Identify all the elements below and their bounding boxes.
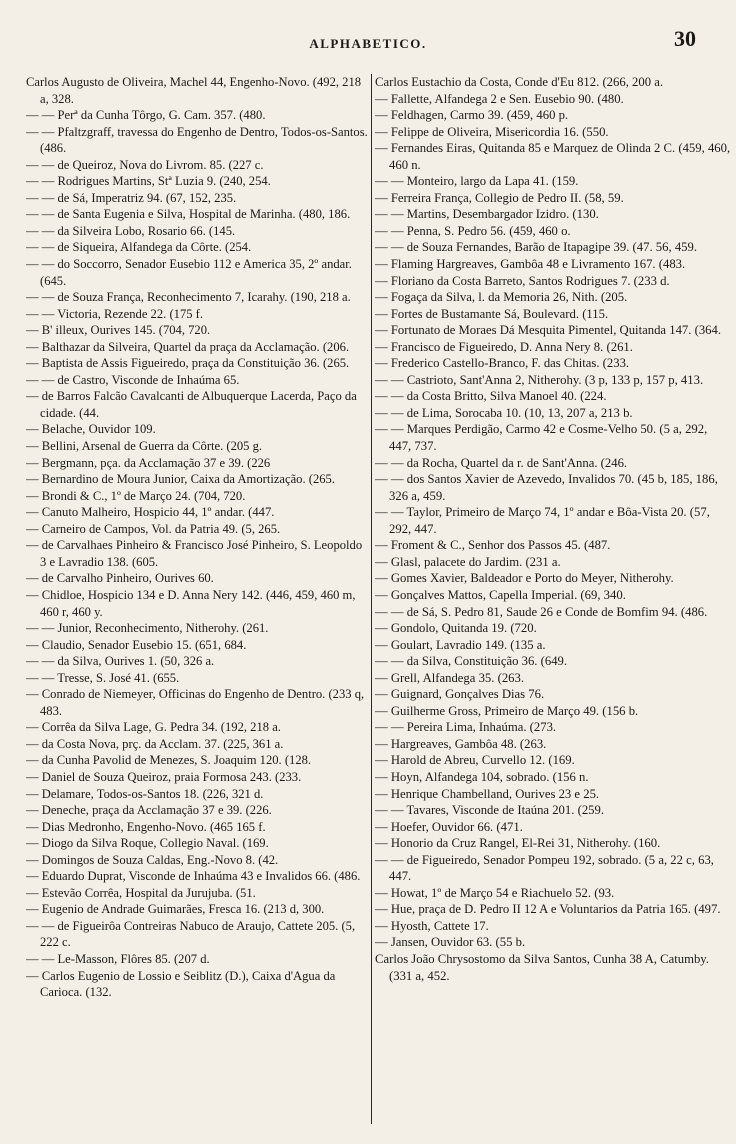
directory-entry: — — de Figueirôa Contreiras Nabuco de Araujo, Cattete 205. (5, 222 c. — [26, 918, 356, 950]
directory-entry: — Carneiro de Campos, Vol. da Patria 49. (5, 265. — [26, 521, 281, 536]
directory-entry: — Honorio da Cruz Rangel, El-Rei 31, Nitherohy. (160. — [375, 836, 661, 851]
directory-entry: — Claudio, Senador Eusebio 15. (651, 684. — [26, 637, 247, 652]
directory-entry: — Fernandes Eiras, Quitanda 85 e Marquez de Olinda 2 C. (459, 460, 460 n. — [375, 141, 731, 172]
directory-entry: — — da Silva, Ourives 1. (50, 326 a. — [26, 654, 215, 669]
directory-entry: — Glasl, palacete do Jardim. (231 a. — [375, 554, 561, 569]
directory-entry: — — Pereira Lima, Inhaúma. (273. — [375, 720, 557, 735]
directory-entry: — Flaming Hargreaves, Gambôa 48 e Livramento 167. (483. — [375, 257, 686, 272]
directory-entry: — Fortes de Bustamante Sá, Boulevard. (115. — [375, 306, 609, 321]
directory-entry: — — da Rocha, Quartel da r. de Sant'Anna. (246. — [375, 455, 628, 470]
directory-entry: — de Barros Falcão Cavalcanti de Albuquerque Lacerda, Paço da cidade. (44. — [26, 389, 357, 420]
directory-entry: — Carlos Eugenio de Lossio e Seiblitz (D.), Caixa d'Agua da Carioca. (132. — [26, 968, 336, 1000]
directory-entry: — Fallette, Alfandega 2 e Sen. Eusebio 90. (480. — [375, 91, 624, 106]
directory-entry: — Bernardino de Moura Junior, Caixa da Amortização. (265. — [26, 472, 336, 487]
directory-entry: — Floriano da Costa Barreto, Santos Rodrigues 7. (233 d. — [375, 273, 670, 288]
directory-entry: — Gondolo, Quitanda 19. (720. — [375, 621, 537, 636]
directory-entry: — de Carvalho Pinheiro, Ourives 60. — [26, 571, 214, 586]
directory-entry: — Hargreaves, Gambôa 48. (263. — [375, 736, 547, 751]
directory-entry: Carlos Augusto de Oliveira, Machel 44, Engenho-Novo. (492, 218 a, 328. — [26, 75, 362, 106]
directory-entry: — — Penna, S. Pedro 56. (459, 460 o. — [375, 223, 571, 238]
directory-entry: — Jansen, Ouvidor 63. (55 b. — [375, 935, 526, 950]
directory-entry: — — Martins, Desembargador Izidro. (130. — [375, 207, 599, 222]
directory-entry: — — de Siqueira, Alfandega da Côrte. (254. — [26, 240, 252, 255]
directory-entry: — Deneche, praça da Acclamação 37 e 39. (226. — [26, 803, 272, 818]
directory-entry: — Frederico Castello-Branco, F. das Chitas. (233. — [375, 356, 630, 371]
directory-entry: — da Costa Nova, prç. da Acclam. 37. (225, 361 a. — [26, 736, 284, 751]
directory-entry: — — de Sá, Imperatriz 94. (67, 152, 235. — [26, 190, 237, 205]
directory-entry: — — Monteiro, largo da Lapa 41. (159. — [375, 174, 579, 189]
directory-entry: — — Tavares, Visconde de Itaúna 201. (259. — [375, 803, 605, 818]
directory-entry: — Domingos de Souza Caldas, Eng.-Novo 8. (42. — [26, 852, 279, 867]
directory-entry: — — Marques Perdigão, Carmo 42 e Cosme-Velho 50. (5 a, 292, 447, 737. — [375, 422, 708, 454]
directory-entry: — Hue, praça de D. Pedro II 12 A e Voluntarios da Patria 165. (497. — [375, 902, 721, 917]
directory-entry: — Felippe de Oliveira, Misericordia 16. (550. — [375, 124, 609, 139]
directory-entry: — Hoyn, Alfandega 104, sobrado. (156 n. — [375, 769, 589, 784]
directory-entry: — Bergmann, pça. da Acclamação 37 e 39. (226 — [26, 455, 271, 470]
directory-entry: — — do Soccorro, Senador Eusebio 112 e America 35, 2º andar. (645. — [26, 257, 352, 288]
directory-entry: — — de Castro, Visconde de Inhaúma 65. — [26, 372, 240, 387]
directory-entry: — — de Sá, S. Pedro 81, Saude 26 e Conde de Bomfim 94. (486. — [375, 604, 708, 619]
directory-entry: — Henrique Chambelland, Ourives 23 e 25. — [375, 786, 600, 801]
column-divider — [371, 74, 372, 1124]
directory-entry: — Feldhagen, Carmo 39. (459, 460 p. — [375, 108, 569, 123]
directory-entry: — Delamare, Todos-os-Santos 18. (226, 321 d. — [26, 786, 264, 801]
directory-entry: — — de Souza Fernandes, Barão de Itapagipe 39. (47. 56, 459. — [375, 240, 698, 255]
directory-entry: — Brondi & C., 1º de Março 24. (704, 720. — [26, 488, 246, 503]
directory-entry: — Guilherme Gross, Primeiro de Março 49. (156 b. — [375, 703, 639, 718]
directory-entry: — Guignard, Gonçalves Dias 76. — [375, 687, 545, 702]
directory-entry: — — de Lima, Sorocaba 10. (10, 13, 207 a, 213 b. — [375, 405, 633, 420]
directory-entry: — — da Silveira Lobo, Rosario 66. (145. — [26, 223, 236, 238]
directory-entry: — — da Silva, Constituição 36. (649. — [375, 654, 568, 669]
directory-entry: Carlos João Chrysostomo da Silva Santos, Cunha 38 A, Catumby. (331 a, 452. — [375, 951, 709, 983]
directory-entry: — Belache, Ouvidor 109. — [26, 422, 156, 437]
directory-entry: — — Taylor, Primeiro de Março 74, 1º andar e Bôa-Vista 20. (57, 292, 447. — [375, 505, 710, 536]
directory-entry: — Corrêa da Silva Lage, G. Pedra 34. (192, 218 a. — [26, 720, 281, 735]
directory-entry: — Estevão Corrêa, Hospital da Jurujuba. (51. — [26, 885, 256, 900]
running-title: ALPHABETICO. — [309, 36, 427, 51]
directory-entry: — — Le-Masson, Flôres 85. (207 d. — [26, 951, 210, 966]
directory-entry: — Chidloe, Hospicio 134 e D. Anna Nery 142. (446, 459, 460 m, 460 r, 460 y. — [26, 587, 356, 619]
left-column — [26, 74, 374, 1124]
directory-entry: — Froment & C., Senhor dos Passos 45. (487. — [375, 538, 611, 553]
directory-entry: — Gonçalves Mattos, Capella Imperial. (69, 340. — [375, 587, 626, 602]
directory-entry: — Goulart, Lavradio 149. (135 a. — [375, 637, 546, 652]
directory-entry: — — Junior, Reconhecimento, Nitherohy. (261. — [26, 621, 269, 636]
directory-entry: — Howat, 1º de Março 54 e Riachuelo 52. (93. — [375, 885, 615, 900]
directory-entry: — Canuto Malheiro, Hospicio 44, 1º andar. (447. — [26, 505, 275, 520]
directory-entry: — — Victoria, Rezende 22. (175 f. — [26, 306, 204, 321]
directory-entry: — — da Costa Britto, Silva Manoel 40. (224. — [375, 389, 607, 404]
directory-entry: — — de Santa Eugenia e Silva, Hospital de Marinha. (480, 186. — [26, 207, 351, 222]
directory-entry: — Gomes Xavier, Baldeador e Porto do Meyer, Nitherohy. — [375, 571, 674, 586]
directory-entry: — Ferreira França, Collegio de Pedro II. (58, 59. — [375, 190, 624, 205]
directory-entry: — Daniel de Souza Queiroz, praia Formosa 243. (233. — [26, 769, 302, 784]
directory-entry: — — de Souza França, Reconhecimento 7, Icarahy. (190, 218 a. — [26, 290, 351, 305]
directory-columns — [26, 74, 734, 1124]
directory-entry: — — de Figueiredo, Senador Pompeu 192, sobrado. (5 a, 22 c, 63, 447. — [375, 852, 714, 884]
directory-entry: — Grell, Alfandega 35. (263. — [375, 670, 525, 685]
directory-entry: — Eugenio de Andrade Guimarães, Fresca 16. (213 d, 300. — [26, 902, 325, 917]
directory-entry: — Francisco de Figueiredo, D. Anna Nery 8. (261. — [375, 339, 633, 354]
directory-entry: — Hoefer, Ouvidor 66. (471. — [375, 819, 523, 834]
directory-entry: — Balthazar da Silveira, Quartel da praça da Acclamação. (206. — [26, 339, 350, 354]
directory-entry: — Dias Medronho, Engenho-Novo. (465 165 f. — [26, 819, 266, 834]
directory-entry: — — Rodrigues Martins, Stª Luzia 9. (240, 254. — [26, 174, 271, 189]
directory-entry: — — Perª da Cunha Tôrgo, G. Cam. 357. (480. — [26, 108, 266, 123]
directory-entry: — — dos Santos Xavier de Azevedo, Invalidos 70. (45 b, 185, 186, 326 a, 459. — [375, 472, 718, 503]
page-header — [0, 26, 736, 56]
directory-entry: — Conrado de Niemeyer, Officinas do Engenho de Dentro. (233 q, 483. — [26, 687, 365, 718]
directory-entry: — Diogo da Silva Roque, Collegio Naval. (169. — [26, 836, 269, 851]
directory-entry: — Fortunato de Moraes Dá Mesquita Pimentel, Quitanda 147. (364. — [375, 323, 722, 338]
directory-entry: — — de Queiroz, Nova do Livrom. 85. (227 c. — [26, 157, 264, 172]
page-number: 30 — [674, 26, 696, 51]
directory-entry: — Bellini, Arsenal de Guerra da Côrte. (205 g. — [26, 439, 263, 454]
directory-entry: — Harold de Abreu, Curvello 12. (169. — [375, 753, 575, 768]
directory-entry: — de Carvalhaes Pinheiro & Francisco José Pinheiro, S. Leopoldo 3 e Lavradio 138. (605. — [26, 538, 363, 569]
directory-entry: — Baptista de Assis Figueiredo, praça da Constituição 36. (265. — [26, 356, 350, 371]
directory-entry: — — Pfaltzgraff, travessa do Engenho de Dentro, Todos-os-Santos. (486. — [26, 124, 368, 156]
directory-entry: — — Tresse, S. José 41. (655. — [26, 670, 180, 685]
directory-entry: — Eduardo Duprat, Visconde de Inhaúma 43 e Invalidos 66. (486. — [26, 869, 361, 884]
directory-entry: — Fogaça da Silva, l. da Memoria 26, Nith. (205. — [375, 290, 628, 305]
directory-entry: — da Cunha Pavolid de Menezes, S. Joaquim 120. (128. — [26, 753, 312, 768]
directory-entry: Carlos Eustachio da Costa, Conde d'Eu 812. (266, 200 a. — [375, 75, 664, 89]
directory-entry: — B' illeux, Ourives 145. (704, 720. — [26, 323, 211, 338]
directory-entry: — — Castrioto, Sant'Anna 2, Nitherohy. (3 p, 133 p, 157 p, 413. — [375, 372, 704, 387]
directory-entry: — Hyosth, Cattete 17. — [375, 918, 489, 933]
right-column — [375, 74, 731, 1124]
